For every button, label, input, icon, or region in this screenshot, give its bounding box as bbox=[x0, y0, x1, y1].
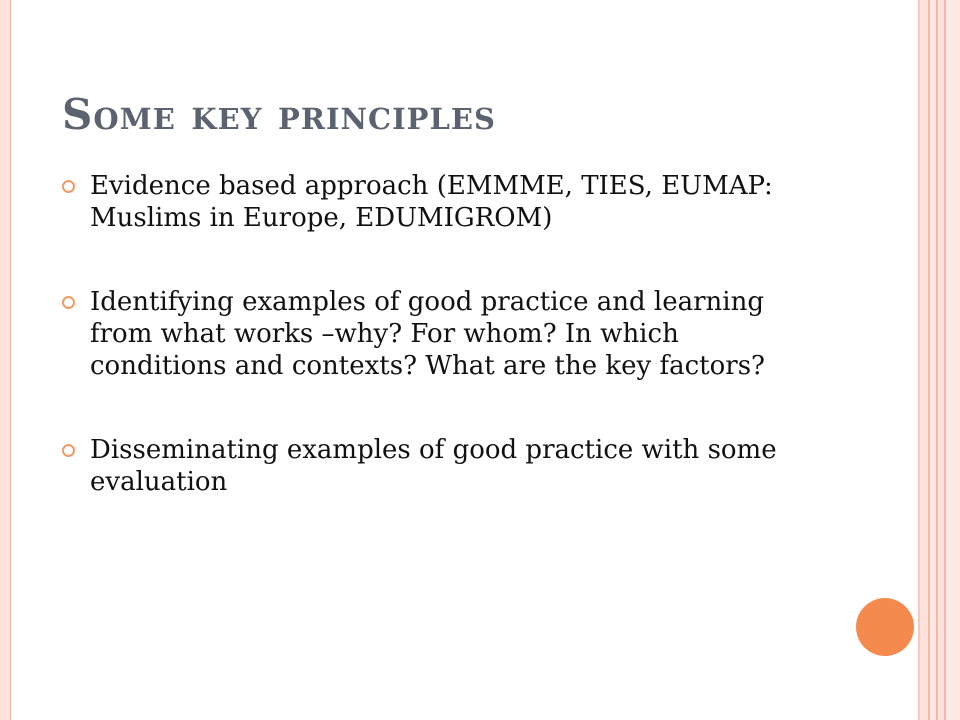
bullet-list bbox=[62, 170, 822, 498]
bullet-item bbox=[62, 286, 822, 382]
bullet-text: Evidence based approach (EMMME, TIES, EUMAP: Muslims in Europe, EDUMIGROM) bbox=[90, 171, 773, 233]
slide-title: Some key principles bbox=[62, 90, 496, 139]
bullet-text: Disseminating examples of good practice with some evaluation bbox=[90, 435, 777, 497]
hollow-circle-bullet-icon bbox=[62, 444, 75, 457]
hollow-circle-bullet-icon bbox=[62, 296, 75, 309]
bullet-item bbox=[62, 434, 822, 498]
orange-circle-icon bbox=[856, 598, 914, 656]
bullet-item bbox=[62, 170, 822, 234]
left-border-frame bbox=[0, 0, 11, 720]
hollow-circle-bullet-icon bbox=[62, 180, 75, 193]
bullet-text: Identifying examples of good practice and learning from what works –why? For whom? In which conditions and contexts? What are the key factors? bbox=[90, 287, 765, 381]
right-border-stripe bbox=[946, 0, 960, 720]
right-border-stripe bbox=[920, 0, 928, 720]
